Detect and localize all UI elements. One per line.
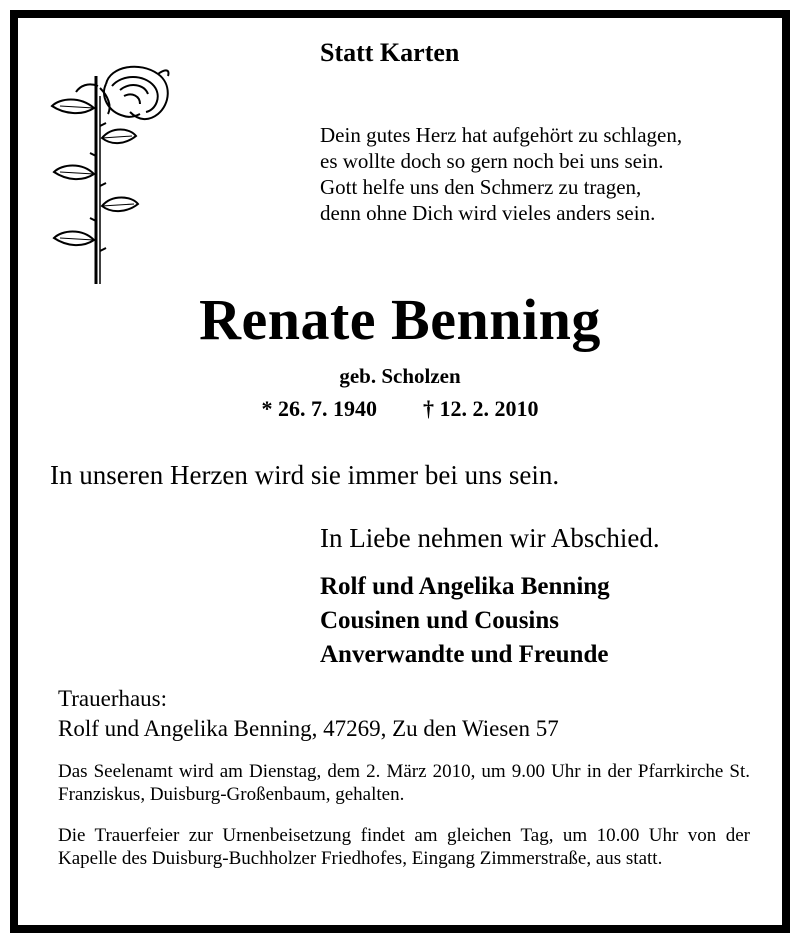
poem-line: Gott helfe uns den Schmerz zu tragen, bbox=[320, 175, 642, 199]
requiem-notice: Das Seelenamt wird am Dienstag, dem 2. März 2010, um 9.00 Uhr in der Pfarrkirche St. Franziskus, Duisburg-Großenbaum, gehalten. bbox=[58, 761, 750, 805]
urn-burial-notice: Die Trauerfeier zur Urnenbeisetzung findet am gleichen Tag, um 10.00 Uhr von der Kapelle des Duisburg-Buchholzer Friedhofes, Eingang Zimmerstraße, aus statt. bbox=[58, 825, 750, 869]
birth-date: * 26. 7. 1940 bbox=[261, 396, 377, 421]
mourner-entry: Anverwandte und Freunde bbox=[320, 641, 609, 668]
poem-line: es wollte doch so gern noch bei uns sein. bbox=[320, 149, 664, 173]
maiden-name: geb. Scholzen bbox=[339, 364, 461, 388]
house-of-mourning-label: Trauerhaus: bbox=[58, 686, 168, 711]
poem-line: denn ohne Dich wird vieles anders sein. bbox=[320, 201, 656, 225]
remembrance-line: In unseren Herzen wird sie immer bei uns sein. bbox=[50, 460, 560, 490]
farewell-line: In Liebe nehmen wir Abschied. bbox=[320, 523, 660, 553]
rose-icon bbox=[50, 56, 180, 286]
house-of-mourning bbox=[58, 684, 559, 744]
poem-line: Dein gutes Herz hat aufgehört zu schlagen, bbox=[320, 123, 683, 147]
death-date: † 12. 2. 2010 bbox=[423, 396, 539, 421]
deceased-name: Renate Benning bbox=[199, 287, 601, 352]
heading-statt-karten: Statt Karten bbox=[320, 38, 460, 67]
house-of-mourning-address: Rolf und Angelika Benning, 47269, Zu den Wiesen 57 bbox=[58, 716, 559, 741]
poem bbox=[320, 122, 682, 226]
mourner-entry: Cousinen und Cousins bbox=[320, 607, 560, 634]
obituary-frame bbox=[10, 10, 790, 933]
mourners-list bbox=[320, 570, 610, 672]
mourner-entry: Rolf und Angelika Benning bbox=[320, 573, 610, 600]
life-dates bbox=[18, 396, 782, 422]
